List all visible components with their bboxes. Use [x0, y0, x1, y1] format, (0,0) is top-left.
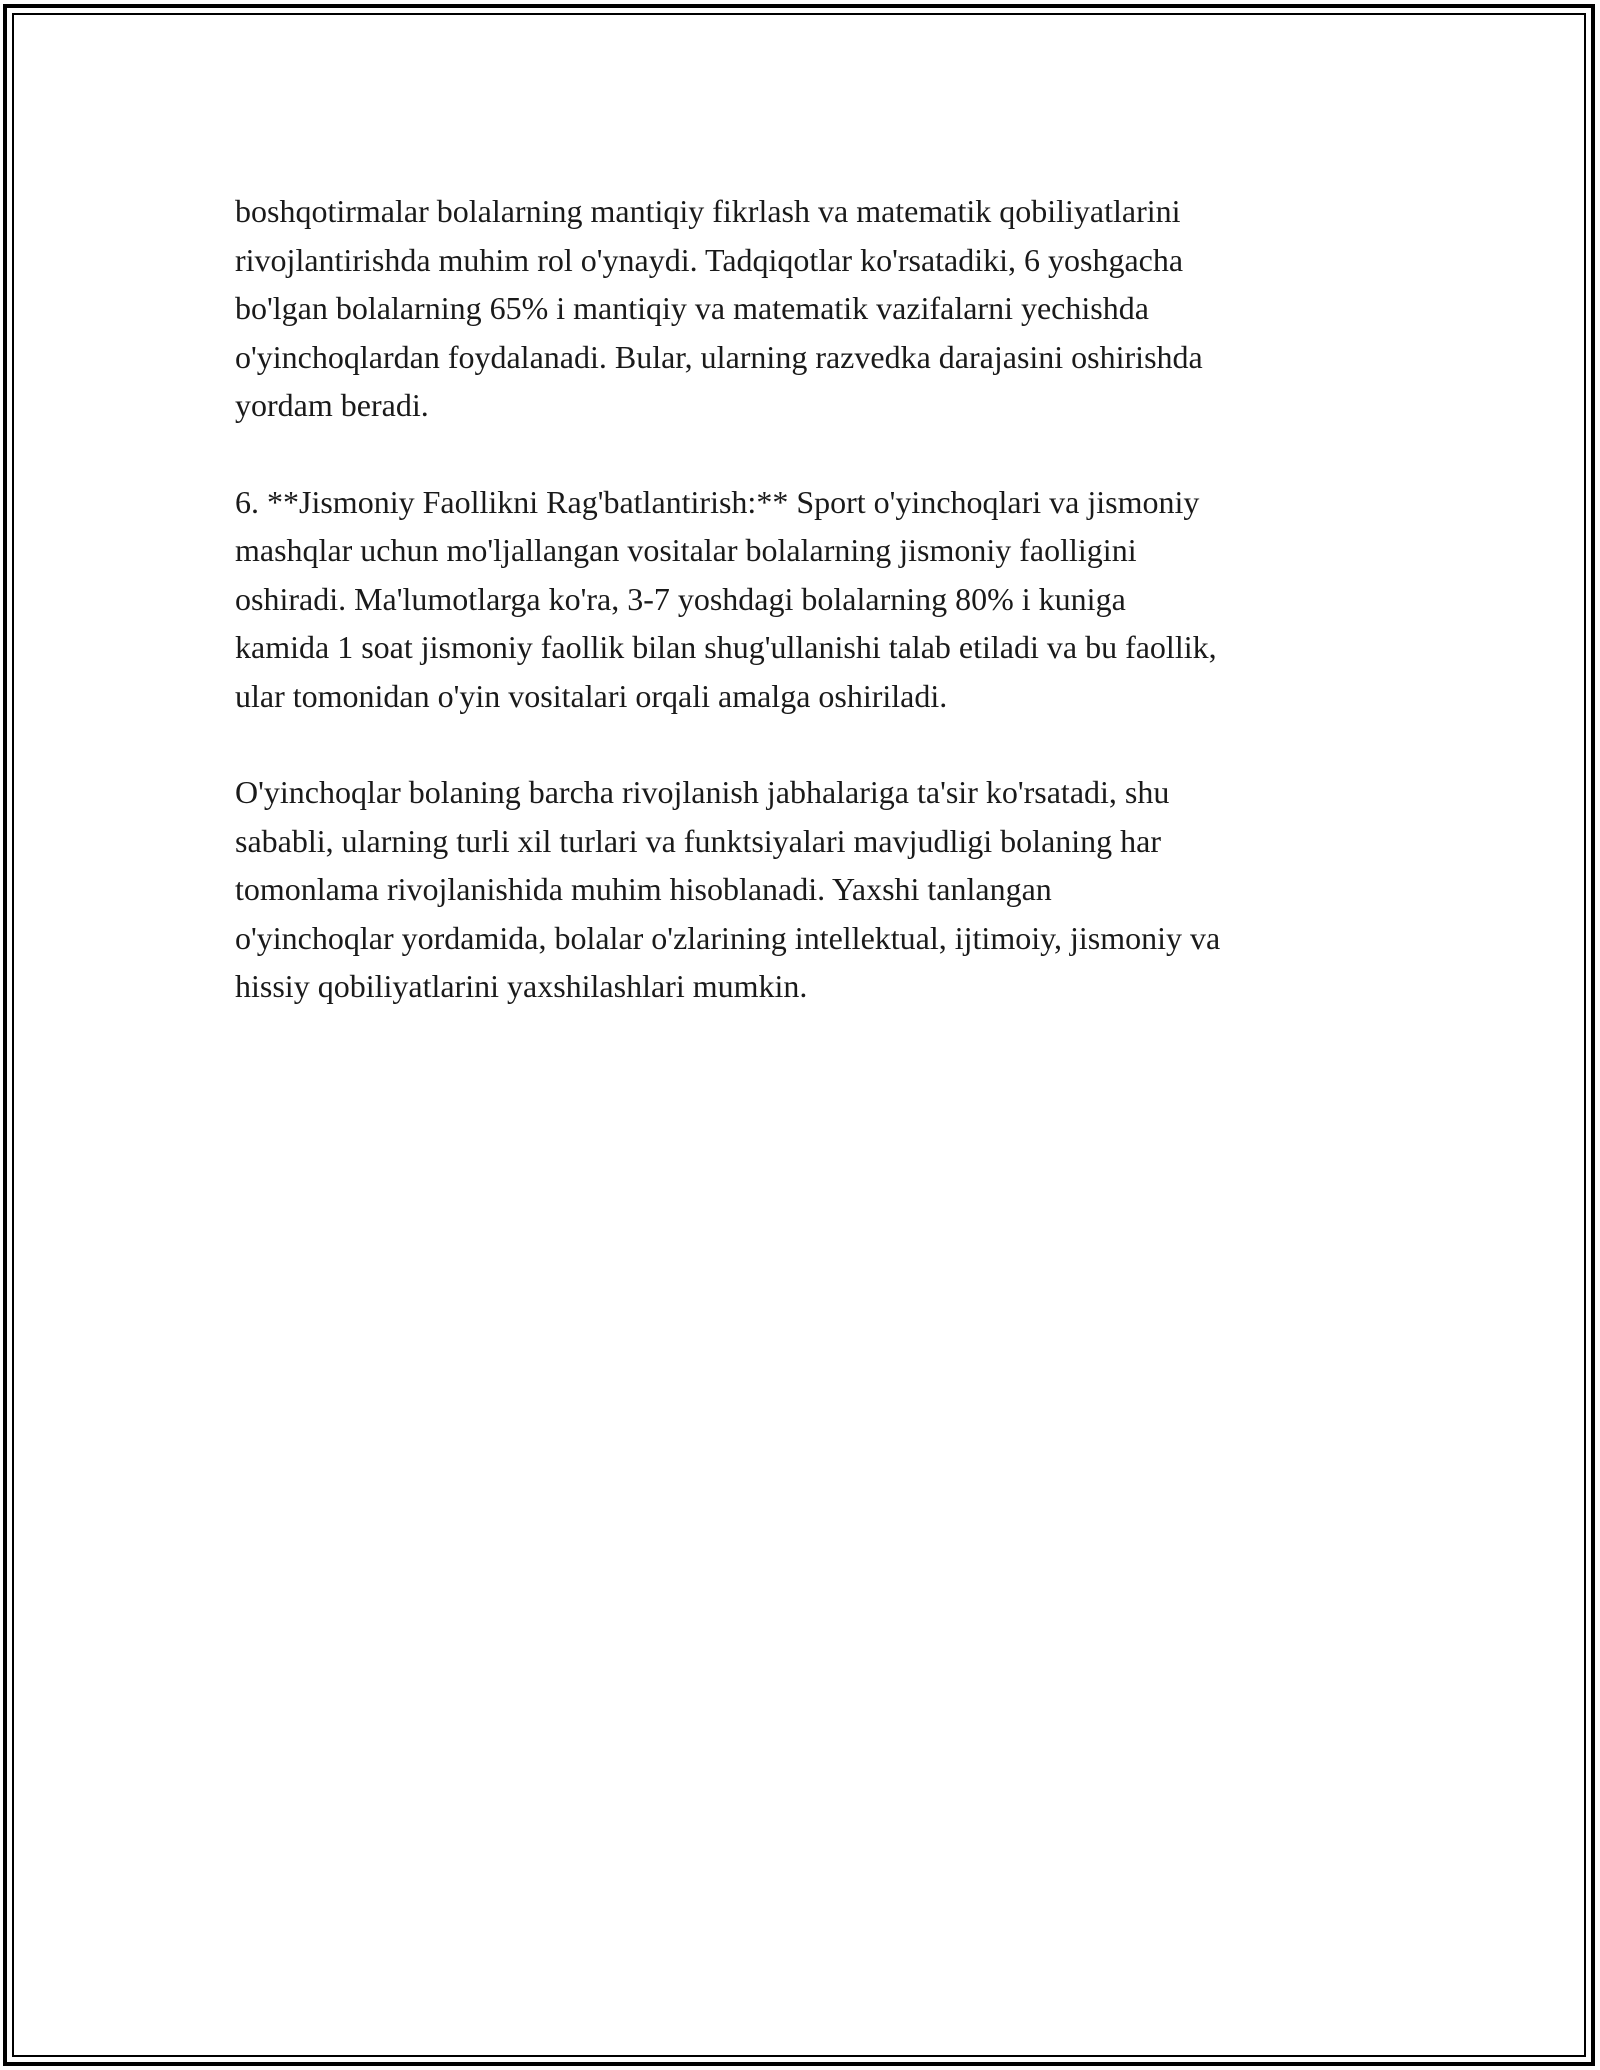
paragraph-1	[235, 187, 1385, 430]
text-line: 6. **Jismoniy Faollikni Rag'batlantirish:** Sport o'yinchoqlari va jismoniy	[235, 483, 1200, 520]
text-line: yordam beradi.	[235, 387, 429, 423]
text-line: o'yinchoqlar yordamida, bolalar o'zlarining intellektual, ijtimoiy, jismoniy va	[235, 919, 1221, 956]
document-body	[235, 187, 1385, 1059]
text-line: bo'lgan bolalarning 65% i mantiqiy va matematik vazifalarni yechishda	[235, 290, 1149, 326]
text-line: tomonlama rivojlanishida muhim hisoblanadi. Yaxshi tanlangan	[235, 871, 1052, 907]
text-line: rivojlantirishda muhim rol o'ynaydi. Tadqiqotlar ko'rsatadiki, 6 yoshgacha	[235, 241, 1184, 278]
text-line: hissiy qobiliyatlarini yaxshilashlari mumkin.	[235, 968, 808, 1004]
text-line: oshiradi. Ma'lumotlarga ko'ra, 3-7 yoshdagi bolalarning 80% i kuniga	[235, 580, 1126, 617]
paragraph-2	[235, 478, 1385, 721]
text-line: kamida 1 soat jismoniy faollik bilan shug'ullanishi talab etiladi va bu faollik,	[235, 629, 1217, 665]
paragraph-3	[235, 768, 1385, 1011]
text-line: o'yinchoqlardan foydalanadi. Bular, ularning razvedka darajasini oshirishda	[235, 338, 1203, 375]
text-line: boshqotirmalar bolalarning mantiqiy fikrlash va matematik qobiliyatlarini	[235, 193, 1181, 229]
text-line: ular tomonidan o'yin vositalari orqali amalga oshiriladi.	[235, 677, 948, 714]
text-line: sababli, ularning turli xil turlari va funktsiyalari mavjudligi bolaning har	[235, 822, 1162, 859]
text-line: O'yinchoqlar bolaning barcha rivojlanish jabhalariga ta'sir ko'rsatadi, shu	[235, 774, 1170, 810]
text-line: mashqlar uchun mo'ljallangan vositalar bolalarning jismoniy faolligini	[235, 532, 1137, 568]
